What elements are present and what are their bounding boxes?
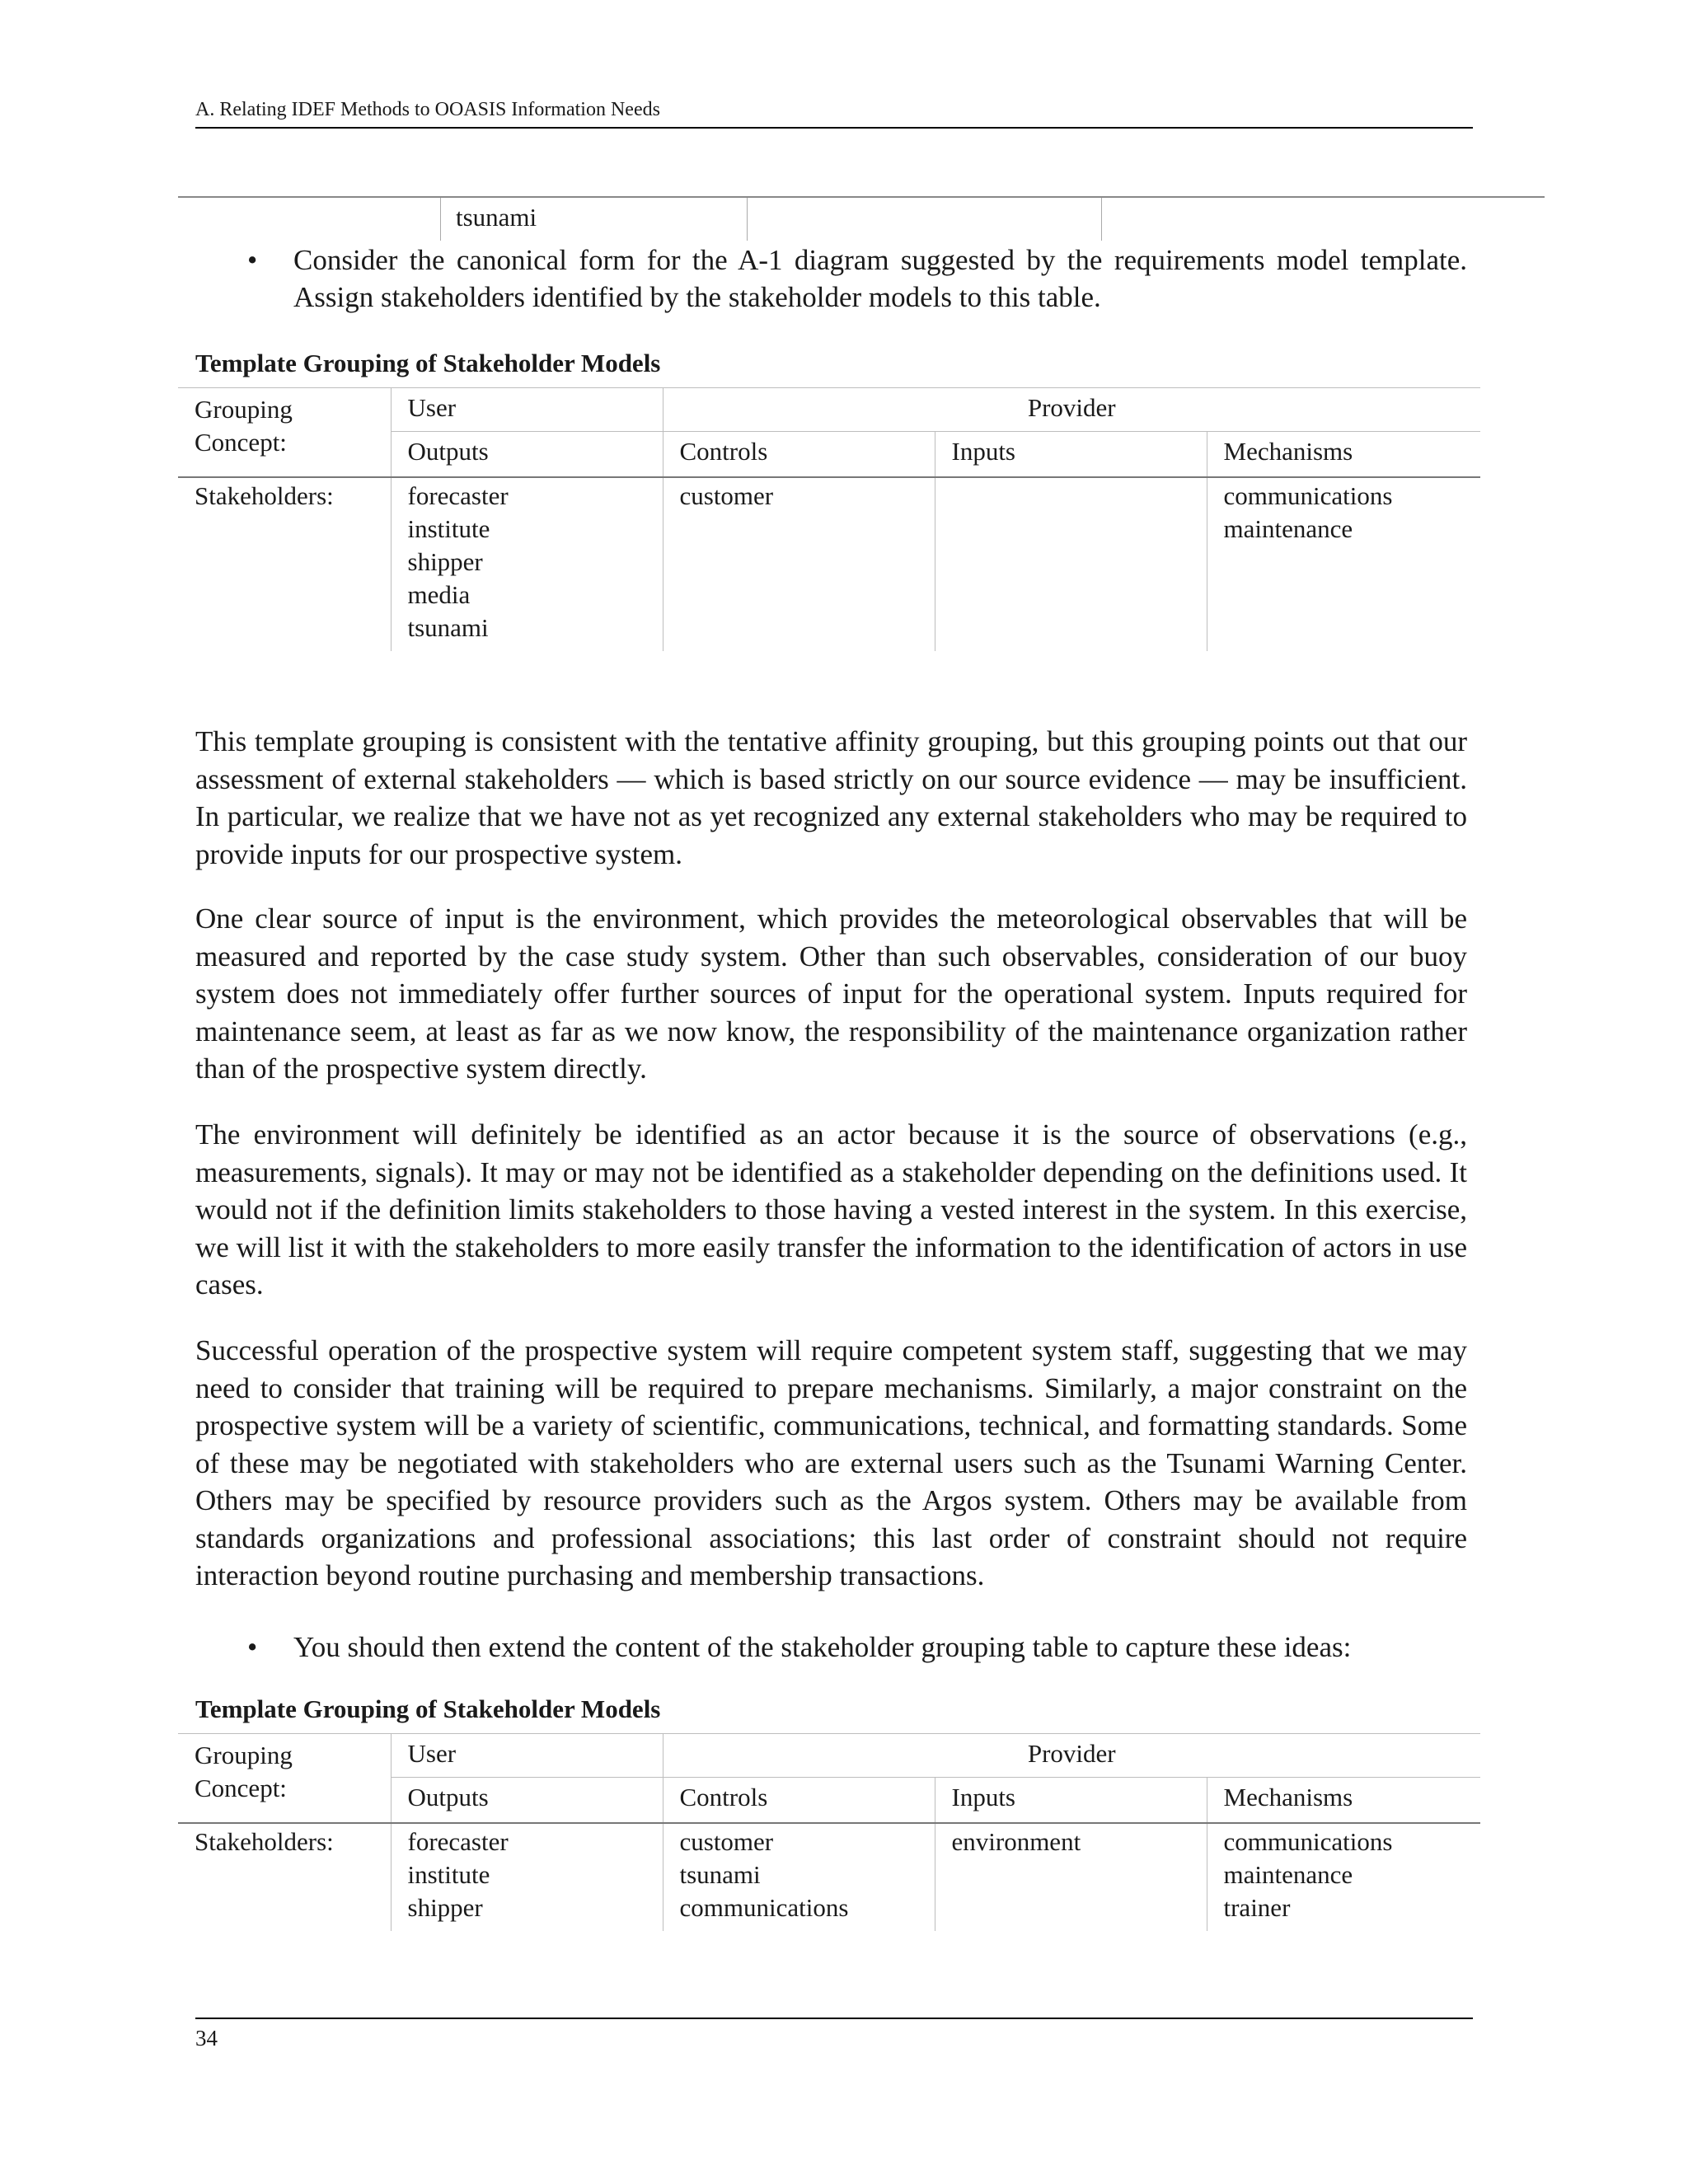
column-header-outputs: Outputs bbox=[391, 432, 663, 478]
column-header-controls: Controls bbox=[663, 432, 935, 478]
column-header-inputs: Inputs bbox=[935, 432, 1207, 478]
bullet-icon: • bbox=[247, 244, 258, 276]
inputs-cell bbox=[935, 477, 1207, 651]
outputs-cell: forecaster institute shipper bbox=[391, 1823, 663, 1931]
column-header-mechanisms: Mechanisms bbox=[1207, 1778, 1480, 1824]
cell-divider bbox=[440, 198, 441, 241]
user-label: User bbox=[391, 1734, 663, 1778]
table-header-row bbox=[178, 388, 1480, 432]
provider-label: Provider bbox=[663, 388, 1480, 432]
running-title: A. Relating IDEF Methods to OOASIS Information Needs bbox=[195, 99, 660, 120]
controls-cell: customer tsunami communications bbox=[663, 1823, 935, 1931]
cell-divider bbox=[1101, 198, 1102, 241]
table-row bbox=[178, 477, 1480, 651]
body-paragraph: This template grouping is consistent with the tentative affinity grouping, but this grouping points out that our assessment of external stakeholders — which is based strictly on our source evidence — may be insufficient. In particular, we realize that we have not as yet recognized any external stakeholders who may be required to provide inputs for our prospective system. bbox=[195, 725, 1467, 870]
column-header-outputs: Outputs bbox=[391, 1778, 663, 1824]
user-label: User bbox=[391, 388, 663, 432]
table-title: Template Grouping of Stakeholder Models bbox=[195, 349, 661, 377]
column-header-controls: Controls bbox=[663, 1778, 935, 1824]
provider-label: Provider bbox=[663, 1734, 1480, 1778]
mechanisms-cell: communications maintenance trainer bbox=[1207, 1823, 1480, 1931]
controls-cell: customer bbox=[663, 477, 935, 651]
stakeholders-label: Stakeholders: bbox=[195, 1827, 334, 1856]
stakeholder-table bbox=[178, 387, 1480, 651]
body-paragraph: One clear source of input is the environment, which provides the meteorological observables that will be measured and reported by the case study system. Other than such observables, consideration of our buoy system does not immediately offer further sources of input for the operational system. Inputs required for maintenance seem, at least as far as we now know, the responsibility of the maintenance organization rather than of the prospective system directly. bbox=[195, 902, 1467, 1085]
page-footer bbox=[195, 2018, 1473, 2052]
bullet-text: You should then extend the content of the stakeholder grouping table to capture these ideas: bbox=[293, 1631, 1352, 1663]
table-row bbox=[178, 1823, 1480, 1931]
grouping-concept-label: Grouping Concept: bbox=[178, 388, 391, 478]
table-title: Template Grouping of Stakeholder Models bbox=[195, 1694, 661, 1723]
column-header-mechanisms: Mechanisms bbox=[1207, 432, 1480, 478]
mechanisms-cell: communications maintenance bbox=[1207, 477, 1480, 651]
inputs-cell: environment bbox=[935, 1823, 1207, 1931]
table-header-row bbox=[178, 1734, 1480, 1778]
cell-divider bbox=[747, 198, 748, 241]
grouping-concept-label: Grouping Concept: bbox=[178, 1734, 391, 1824]
carryover-table-row bbox=[178, 196, 1545, 241]
bullet-icon: • bbox=[247, 1631, 258, 1663]
stakeholder-table bbox=[178, 1733, 1480, 1931]
bullet-item bbox=[247, 241, 1467, 316]
running-header bbox=[195, 97, 1473, 129]
carryover-cell: tsunami bbox=[456, 203, 537, 232]
bullet-item bbox=[247, 1629, 1467, 1666]
body-paragraph: The environment will definitely be identified as an actor because it is the source of observations (e.g., measurements, signals). It may or may not be identified as a stakeholder depending on the definitions used. It would not if the definition limits stakeholders to those having a vested interest in the system. In this exercise, we will list it with the stakeholders to more easily transfer the information to the identification of actors in use cases. bbox=[195, 1118, 1467, 1301]
column-header-inputs: Inputs bbox=[935, 1778, 1207, 1824]
bullet-text: Consider the canonical form for the A-1 diagram suggested by the requirements model template. Assign stakeholders identified by the stakeholder models to this table. bbox=[293, 244, 1467, 313]
page-number: 34 bbox=[195, 2026, 218, 2050]
stakeholders-label: Stakeholders: bbox=[195, 481, 334, 510]
body-paragraph: Successful operation of the prospective system will require competent system staff, suggesting that we may need to consider that training will be required to prepare mechanisms. Similarly, a major constraint on the prospective system will be a variety of scientific, communications, technical, and formatting standards. Some of these may be negotiated with stakeholders who are external users such as the Tsunami Warning Center. Others may be specified by resource providers such as the Argos system. Others may be available from standards organizations and professional associations; this last order of constraint should not require interaction beyond routine purchasing and membership transactions. bbox=[195, 1334, 1467, 1591]
outputs-cell: forecaster institute shipper media tsunami bbox=[391, 477, 663, 651]
